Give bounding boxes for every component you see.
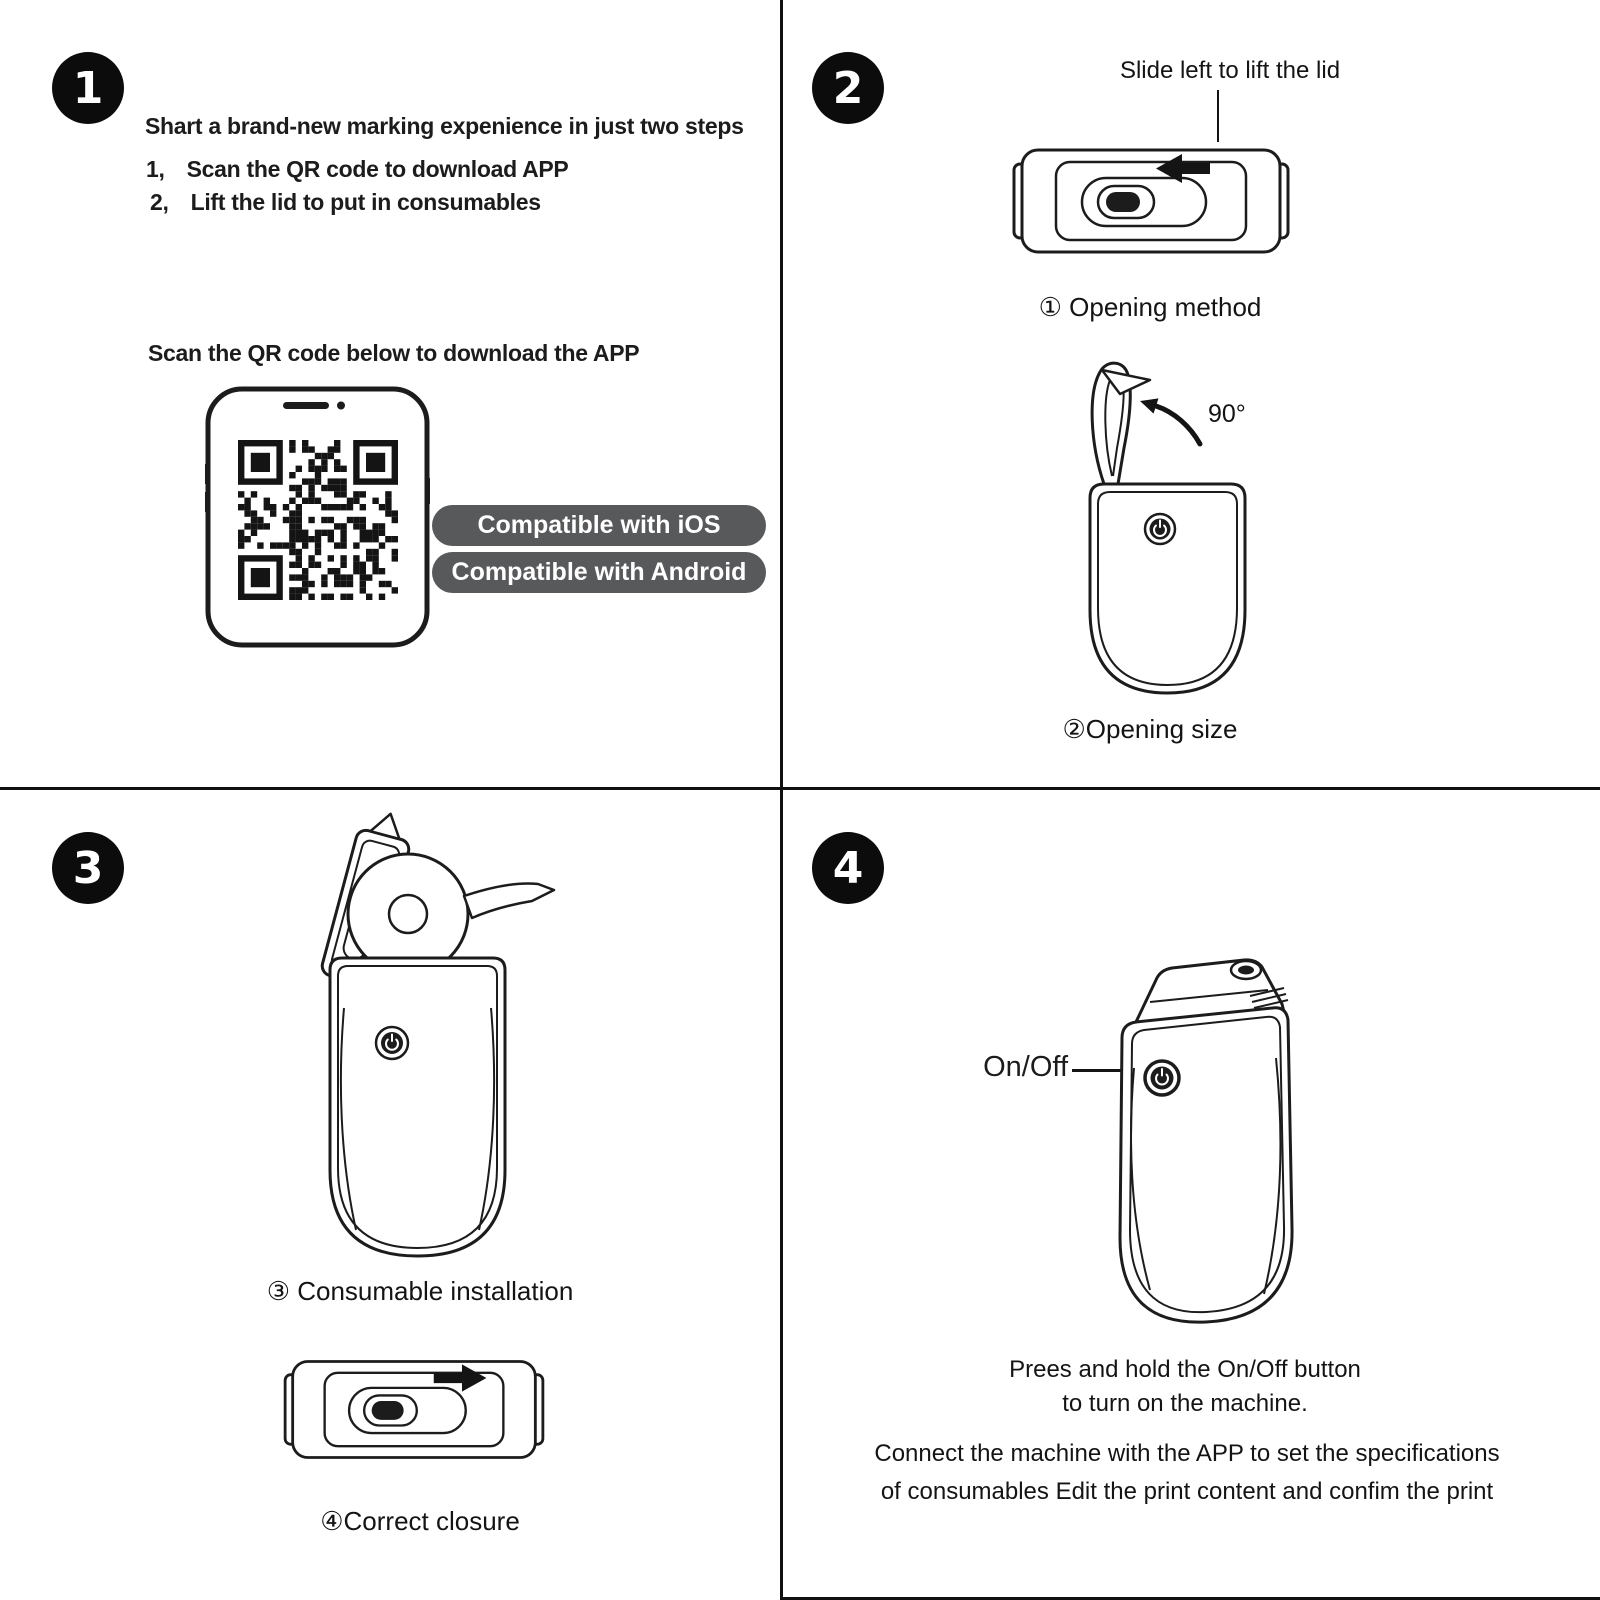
press-hold-line-2: to turn on the machine. bbox=[1062, 1390, 1308, 1417]
step-1-title: Shart a brand-new marking expenience in just two steps bbox=[145, 113, 744, 139]
phone-volume-button-2 bbox=[205, 492, 209, 512]
item-2-index: 2, bbox=[150, 189, 169, 215]
caption-consumable-installation: ③ Consumable installation bbox=[266, 1276, 574, 1306]
top-button bbox=[1238, 966, 1254, 975]
step-1-number: 1 bbox=[72, 62, 104, 114]
step-4-number: 4 bbox=[832, 842, 864, 894]
slide-button bbox=[1106, 192, 1140, 212]
phone-power-button bbox=[427, 478, 431, 504]
step-1-item-1 bbox=[146, 156, 568, 183]
divider-vertical bbox=[780, 0, 783, 1600]
step-2-number: 2 bbox=[832, 62, 864, 114]
badge-compatible-ios: Compatible with iOS bbox=[432, 505, 766, 546]
phone-camera-dot bbox=[337, 402, 345, 410]
badge-compatible-android: Compatible with Android bbox=[432, 552, 766, 593]
printer-top-view-open bbox=[1012, 142, 1290, 260]
caption-opening-method: ① Opening method bbox=[1038, 292, 1262, 322]
printer-body bbox=[330, 958, 505, 1256]
phone-speaker bbox=[283, 402, 329, 409]
slide-callout: Slide left to lift the lid bbox=[1119, 57, 1341, 84]
curved-arrow-head bbox=[1140, 398, 1159, 413]
printer-front-illustration bbox=[1098, 938, 1310, 1338]
angle-label: 90° bbox=[1208, 400, 1246, 428]
press-hold-line-1: Prees and hold the On/Off button bbox=[1009, 1356, 1361, 1383]
slide-button bbox=[372, 1401, 404, 1420]
connect-app-line-2: of consumables Edit the print content and confim the print bbox=[880, 1478, 1494, 1505]
phone-volume-button bbox=[205, 464, 209, 484]
paper-roll-core bbox=[389, 895, 427, 933]
consumable-installation-illustration bbox=[280, 798, 560, 1268]
step-4-badge bbox=[812, 832, 884, 904]
on-off-label: On/Off bbox=[983, 1051, 1068, 1083]
callout-pointer-line bbox=[1217, 90, 1219, 142]
printer-open-90-illustration bbox=[1060, 348, 1320, 708]
printer-top-view-close bbox=[283, 1354, 545, 1465]
paper-strip bbox=[464, 884, 554, 919]
qr-heading: Scan the QR code below to download the APP bbox=[148, 340, 640, 366]
phone-illustration bbox=[205, 386, 430, 648]
step-3-badge bbox=[52, 832, 124, 904]
curved-arrow-icon bbox=[1156, 406, 1200, 444]
item-1-index: 1, bbox=[146, 156, 165, 182]
caption-correct-closure: ④Correct closure bbox=[320, 1506, 520, 1536]
step-1-badge bbox=[52, 52, 124, 124]
item-2-text: Lift the lid to put in consumables bbox=[190, 189, 541, 215]
item-1-text: Scan the QR code to download APP bbox=[186, 156, 569, 182]
step-3-number: 3 bbox=[72, 842, 104, 894]
step-1-item-2 bbox=[150, 189, 541, 216]
caption-opening-size: ②Opening size bbox=[1062, 714, 1238, 744]
step-2-badge bbox=[812, 52, 884, 124]
connect-app-line-1: Connect the machine with the APP to set the specifications bbox=[874, 1440, 1500, 1467]
divider-horizontal bbox=[0, 787, 1600, 790]
